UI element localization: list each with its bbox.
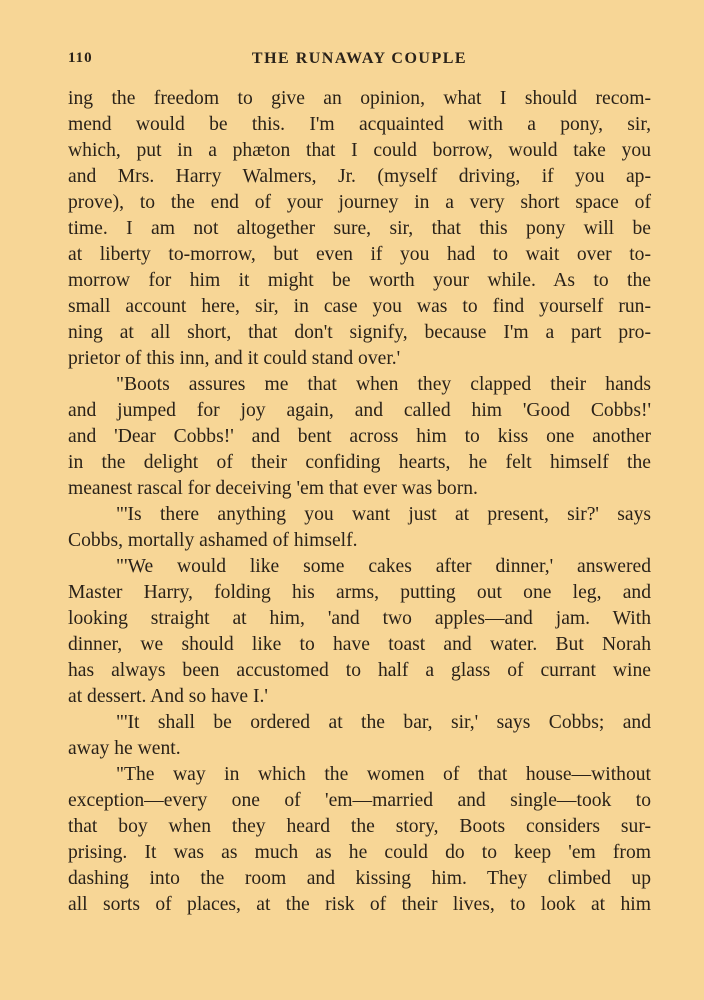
text-line: "'It shall be ordered at the bar, sir,' says Cobbs; and [116,712,651,733]
text-line: exception—every one of 'em—married and single—took to [68,790,651,811]
text-line: at dessert. And so have I.' [68,686,268,707]
text-line: ing the freedom to give an opinion, what I should recom- [68,88,651,109]
text-line: at liberty to-morrow, but even if you had to wait over to- [68,244,651,265]
page-number: 110 [68,50,93,66]
text-line: dinner, we should like to have toast and water. But Norah [68,634,651,655]
text-line: which, put in a phæton that I could borrow, would take you [68,140,651,161]
text-line: "'We would like some cakes after dinner,' answered [116,556,651,577]
text-line: all sorts of places, at the risk of their lives, to look at him [68,894,651,915]
text-line: dashing into the room and kissing him. They climbed up [68,868,651,889]
text-line: away he went. [68,738,181,759]
text-line: has always been accustomed to half a glass of currant wine [68,660,651,681]
text-line: small account here, sir, in case you was to find yourself run- [68,296,651,317]
text-line: prising. It was as much as he could do to keep 'em from [68,842,651,863]
text-line: morrow for him it might be worth your while. As to the [68,270,651,291]
text-line: Cobbs, mortally ashamed of himself. [68,530,358,551]
text-line: "Boots assures me that when they clapped their hands [116,374,651,395]
running-head: THE RUNAWAY COUPLE [251,50,468,67]
text-line: and 'Dear Cobbs!' and bent across him to kiss one another [68,426,651,447]
text-line: prove), to the end of your journey in a very short space of [68,192,651,213]
text-line: time. I am not altogether sure, sir, that this pony will be [68,218,651,239]
text-line: "'Is there anything you want just at present, sir?' says [116,504,651,525]
text-line: prietor of this inn, and it could stand over.' [68,348,401,369]
text-line: Master Harry, folding his arms, putting out one leg, and [68,582,651,603]
text-line: and Mrs. Harry Walmers, Jr. (myself driving, if you ap- [68,166,651,187]
text-line: meanest rascal for deceiving 'em that ever was born. [68,478,478,499]
text-line: "The way in which the women of that house—without [116,764,651,785]
body-text [68,86,651,918]
text-line: in the delight of their confiding hearts, he felt himself the [68,452,651,473]
page-header [68,50,651,74]
text-line: mend would be this. I'm acquainted with a pony, sir, [68,114,651,135]
text-line: that boy when they heard the story, Boots considers sur- [68,816,651,837]
text-line: and jumped for joy again, and called him 'Good Cobbs!' [68,400,651,421]
text-line: ning at all short, that don't signify, because I'm a part pro- [68,322,651,343]
text-line: looking straight at him, 'and two apples—and jam. With [68,608,651,629]
